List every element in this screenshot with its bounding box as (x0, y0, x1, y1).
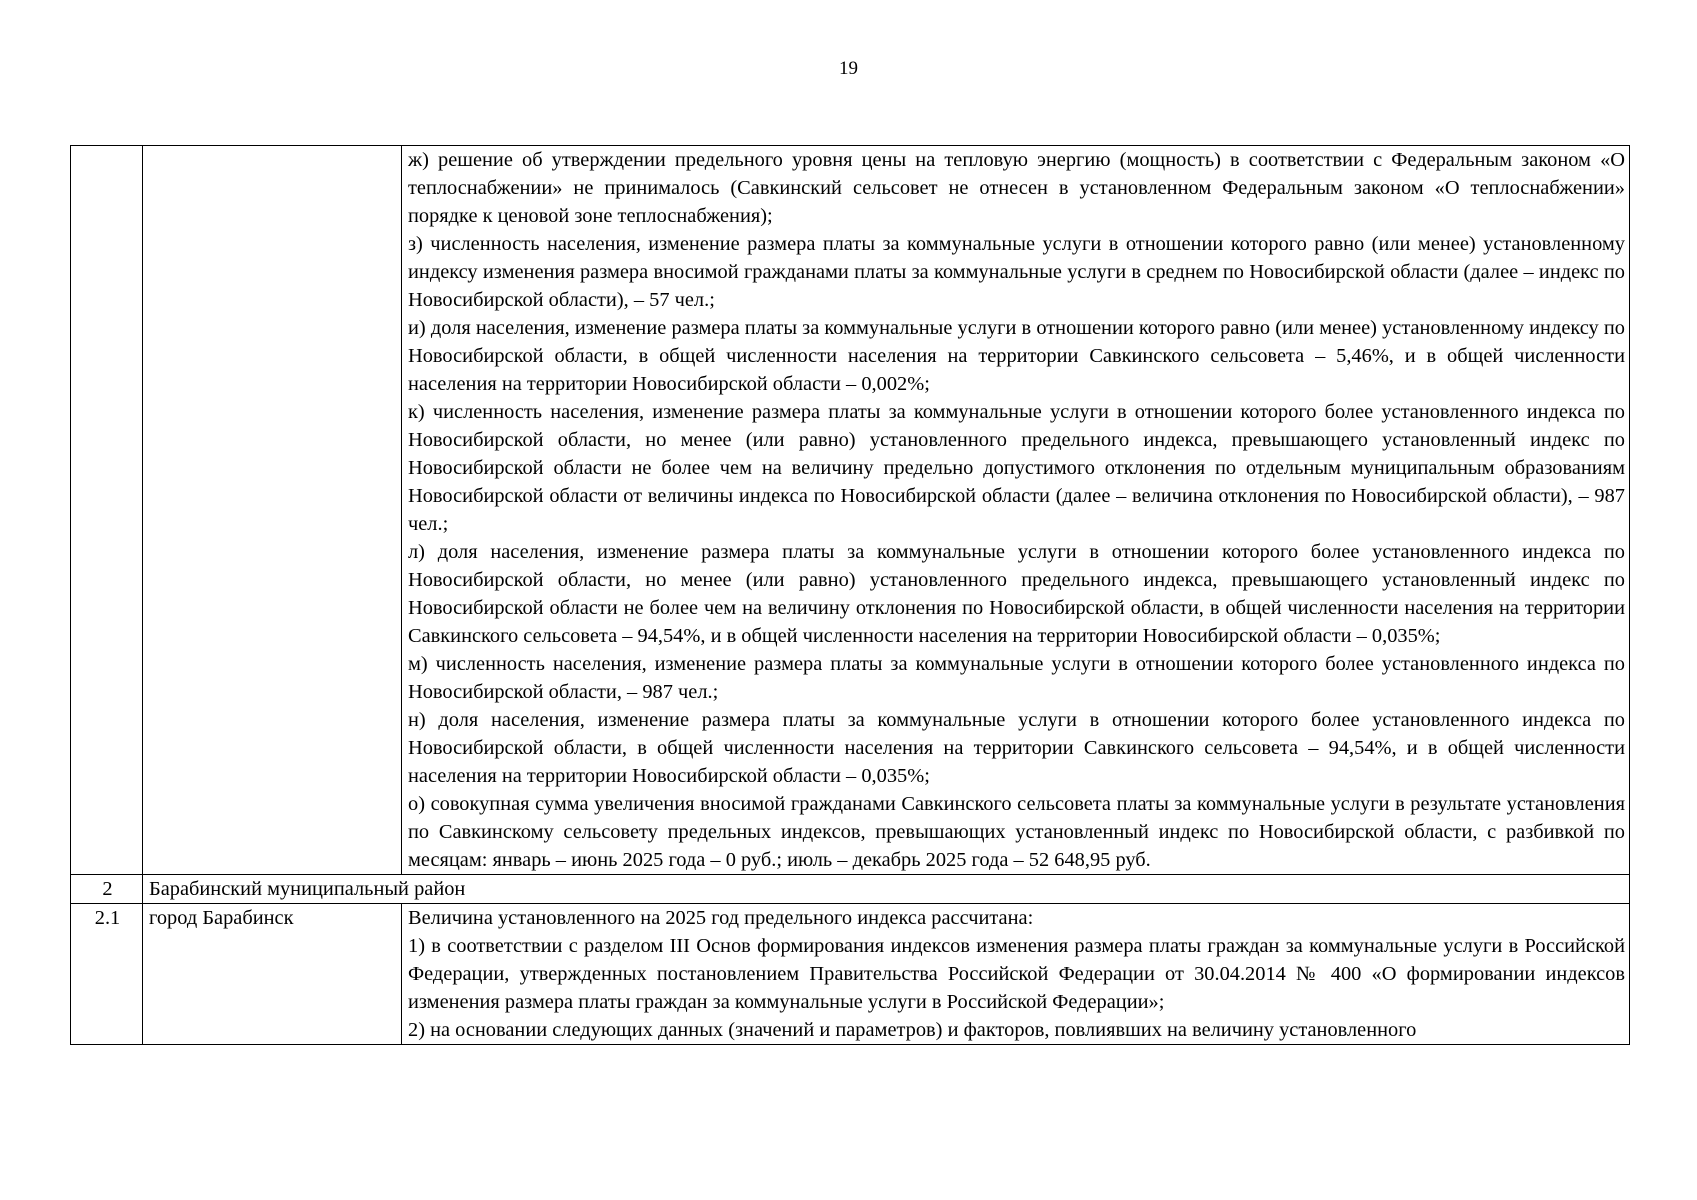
indices-table (70, 145, 1630, 1045)
paragraph-z: з) численность населения, изменение размера платы за коммунальные услуги в отношении которого равно (или менее) установленному индексу изменения размера вносимой гражданами платы за коммунальные услуги в среднем по Новосибирской области (далее – индекс по Новосибирской области), – 57 чел.; (408, 233, 1625, 311)
municipality-name-cell (143, 146, 402, 875)
description-cell (402, 146, 1630, 875)
paragraph-o: о) совокупная сумма увеличения вносимой гражданами Савкинского сельсовета платы за коммунальные услуги в результате установления по Савкинскому сельсовету предельных индексов, превышающих установленный индекс по Новосибирской области, с разбивкой по месяцам: январь – июнь 2025 года – 0 руб.; июль – декабрь 2025 года – 52 648,95 руб. (408, 793, 1625, 871)
paragraph-n: н) доля населения, изменение размера платы за коммунальные услуги в отношении которого более установленного индекса по Новосибирской области, в общей численности населения на территории Савкинского сельсовета – 94,54%, и в общей численности населения на территории Новосибирской области – 0,035%; (408, 709, 1625, 787)
paragraph-zh: ж) решение об утверждении предельного уровня цены на тепловую энергию (мощность) в соответствии с Федеральным законом «О теплоснабжении» не принималось (Савкинский сельсовет не отнесен в установленном Федеральным законом «О теплоснабжении» порядке к ценовой зоне теплоснабжения); (408, 149, 1625, 227)
paragraph-2: 2) на основании следующих данных (значений и параметров) и факторов, повлиявших на величину установленного (408, 1019, 1417, 1041)
paragraph-intro: Величина установленного на 2025 год предельного индекса рассчитана: (408, 907, 1034, 929)
row-number-cell (71, 146, 143, 875)
table-row-district (71, 875, 1630, 904)
description-cell (402, 904, 1630, 1045)
paragraph-l: л) доля населения, изменение размера платы за коммунальные услуги в отношении которого более установленного индекса по Новосибирской области, но менее (или равно) установленного предельного индекса, превышающего установленный индекс по Новосибирской области не более чем на величину отклонения по Новосибирской области, в общей численности населения на территории Савкинского сельсовета – 94,54%, и в общей численности населения на территории Новосибирской области – 0,035%; (408, 541, 1625, 647)
municipality-name-cell: город Барабинск (143, 904, 402, 1045)
table-row-continuation (71, 146, 1630, 875)
paragraph-i: и) доля населения, изменение размера платы за коммунальные услуги в отношении которого равно (или менее) установленному индексу по Новосибирской области, в общей численности населения на территории Савкинского сельсовета – 5,46%, и в общей численности населения на территории Новосибирской области – 0,002%; (408, 317, 1625, 395)
paragraph-1: 1) в соответствии с разделом III Основ формирования индексов изменения размера платы граждан за коммунальные услуги в Российской Федерации, утвержденных постановлением Правительства Российской Федерации от 30.04.2014 № 400 «О формировании индексов изменения размера платы граждан за коммунальные услуги в Российской Федерации»; (408, 935, 1625, 1013)
table-row-municipality (71, 904, 1630, 1045)
page-number: 19 (839, 58, 858, 79)
row-number-cell: 2 (71, 875, 143, 904)
paragraph-m: м) численность населения, изменение размера платы за коммунальные услуги в отношении которого более установленного индекса по Новосибирской области, – 987 чел.; (408, 653, 1625, 703)
paragraph-k: к) численность населения, изменение размера платы за коммунальные услуги в отношении которого более установленного индекса по Новосибирской области, но менее (или равно) установленного предельного индекса, превышающего установленный индекс по Новосибирской области не более чем на величину предельно допустимого отклонения по отдельным муниципальным образованиям Новосибирской области от величины индекса по Новосибирской области (далее – величина отклонения по Новосибирской области), – 987 чел.; (408, 401, 1625, 535)
row-number-cell: 2.1 (71, 904, 143, 1045)
district-name-cell: Барабинский муниципальный район (143, 875, 1630, 904)
